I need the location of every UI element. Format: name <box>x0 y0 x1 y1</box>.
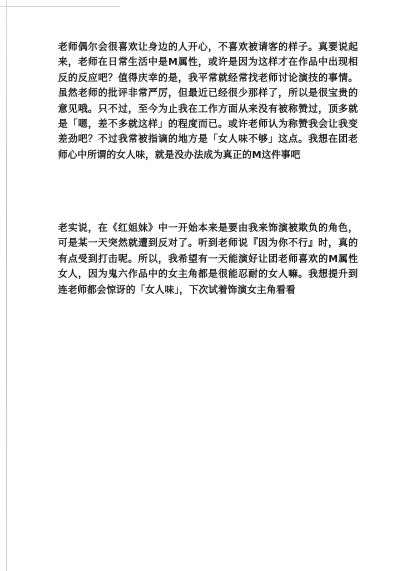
page-edge-top <box>0 6 120 7</box>
paragraph-1: 老师偶尔会很喜欢让身边的人开心，不喜欢被请客的样子。真要说起来，老师在日常生活中是M属性，或许是因为这样才在作品中出现相反的反应吧？值得庆幸的是，我平常就经常找老师讨论演技的事情。虽然老师的批评非常严厉，但最近已经很少那样了，所以是很宝贵的意见哦。只不过，至今为止我在工作方面从来没有被称赞过，顶多就是「嗯，差不多就这样」的程度而已。或许老师认为称赞我会让我变差劲吧？不过我常被指谪的地方是「女人味不够」这点。我想在团老师心中所谓的女人味，就是没办法成为真正的M这件事吧 <box>58 42 358 161</box>
page-edge-shadow <box>6 0 7 571</box>
paragraph-2: 老实说，在《红姐妹》中一开始本来是要由我来饰演被欺负的角色，可是某一天突然就遭到反对了。听到老师说『因为你不行』时，真的有点受到打击呢。所以，我希望有一天能演好让团老师喜欢的M属性女人，因为鬼六作品中的女主角都是很能忍耐的女人嘛。我想提升到连老师都会惊讶的「女人味」，下次试着饰演女主角看看 <box>58 223 358 296</box>
